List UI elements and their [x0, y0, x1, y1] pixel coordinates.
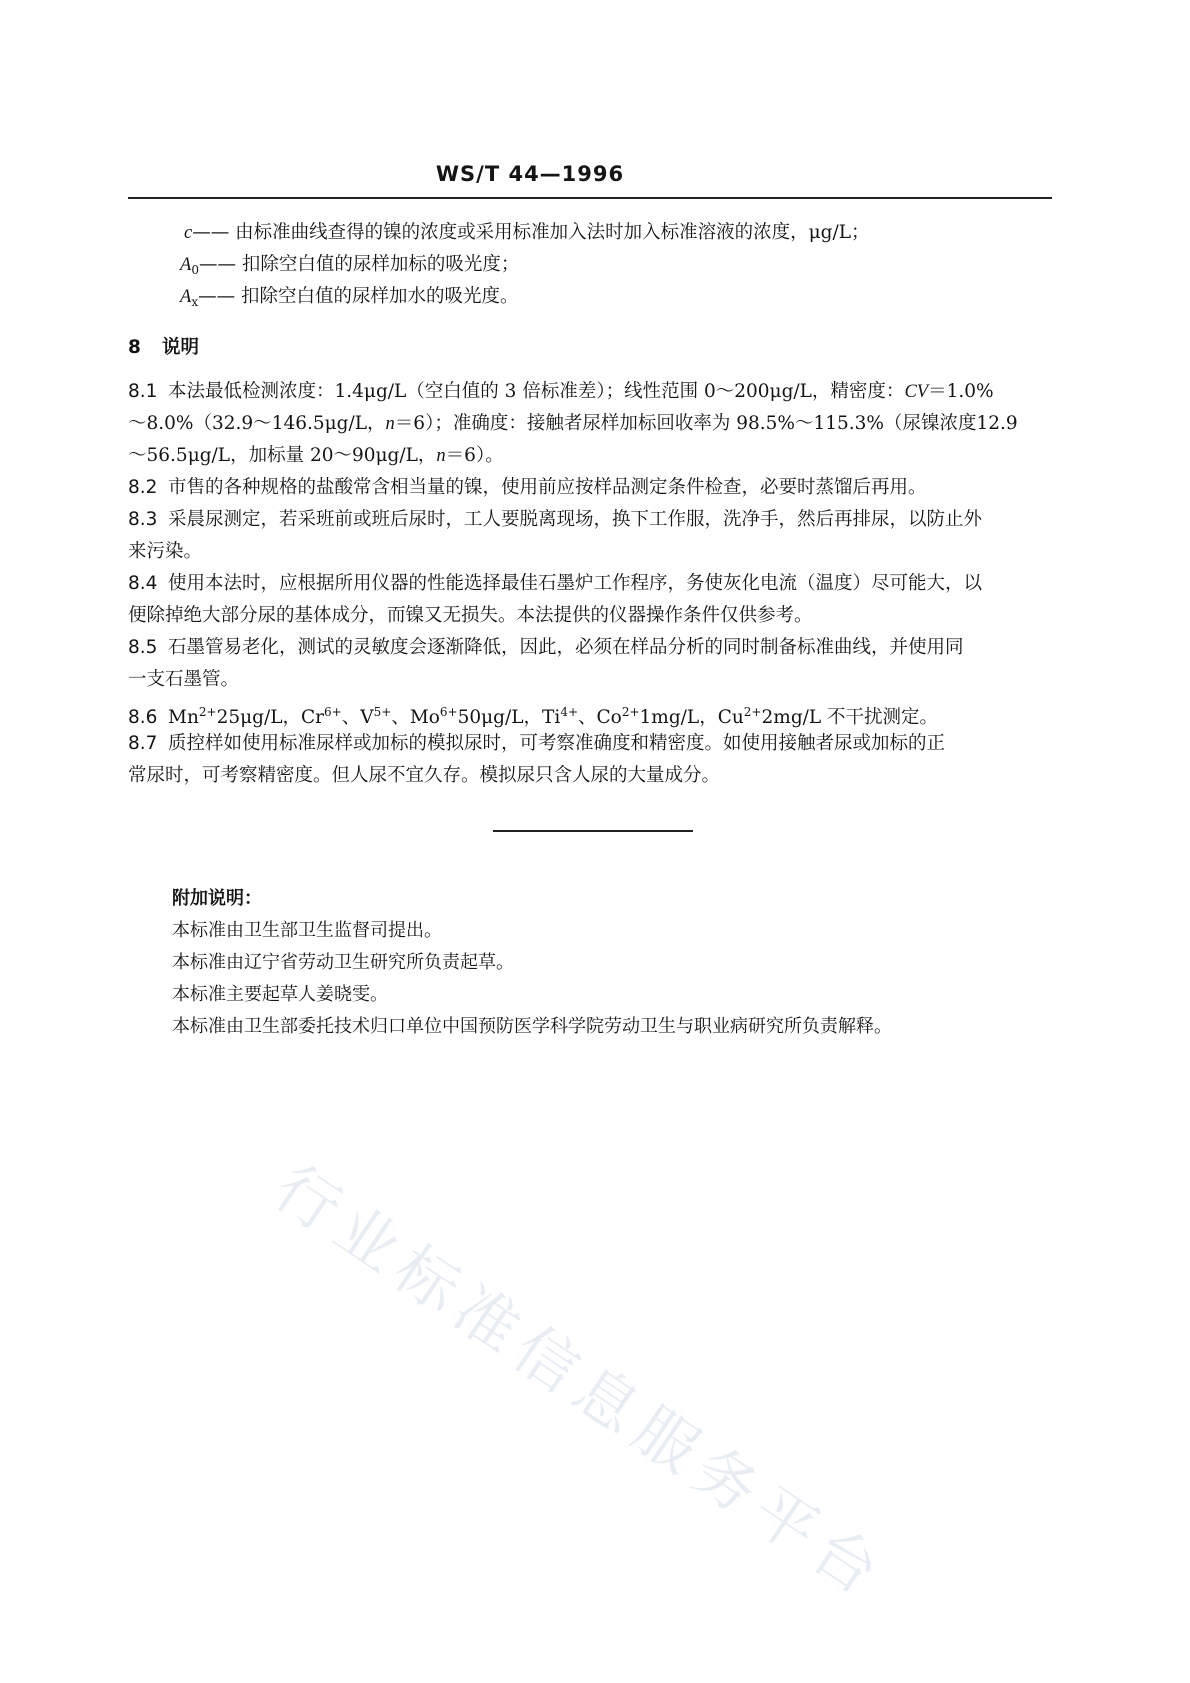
- definition-subscript: x: [191, 295, 199, 309]
- item-number: 8.6: [128, 707, 158, 728]
- item-8-3-line-2: 来污染。: [128, 541, 203, 562]
- ion-charge: 6+: [324, 705, 342, 719]
- item-8-4-line-2: 便除掉绝大部分尿的基体成分，而镍又无损失。本法提供的仪器操作条件仅供参考。: [128, 605, 813, 626]
- item-8-4-line-1: [128, 569, 982, 599]
- item-8-1-line-2: [128, 409, 1018, 439]
- item-text: 石墨管易老化，测试的灵敏度会逐渐降低，因此，必须在样品分析的同时制备标准曲线，并使用同: [168, 637, 964, 658]
- item-text: ＝1.0%: [928, 381, 994, 402]
- n-symbol: n: [436, 446, 446, 466]
- ion-mn: Mn: [168, 707, 199, 728]
- item-text: 质控样如使用标准尿样或加标的模拟尿时，可考察准确度和精密度。如使用接触者尿或加标的正: [168, 733, 946, 754]
- ion-charge: 4+: [560, 705, 579, 719]
- item-text: ～8.0%（32.9～146.5μg/L，: [128, 413, 386, 434]
- ion-charge: 2+: [743, 705, 762, 719]
- definition-text: —— 由标准曲线查得的镍的浓度或采用标准加入法时加入标准溶液的浓度，μg/L；: [192, 222, 870, 243]
- item-8-1-line-1: [128, 377, 994, 407]
- item-number: 8.7: [128, 733, 158, 754]
- item-text: 使用本法时，应根据所用仪器的性能选择最佳石墨炉工作程序，务使灰化电流（温度）尽可能大，以: [168, 573, 983, 594]
- definition-symbol: A: [180, 255, 192, 275]
- appendix-line: 本标准由辽宁省劳动卫生研究所负责起草。: [172, 952, 514, 973]
- definition-text: —— 扣除空白值的尿样加标的吸光度；: [198, 254, 520, 275]
- appendix-title: 附加说明：: [172, 888, 262, 909]
- item-text: ＝6）；准确度：接触者尿样加标回收率为 98.5%～115.3%（尿镍浓度12.9: [394, 413, 1018, 434]
- appendix-line: 本标准主要起草人姜晓雯。: [172, 984, 388, 1005]
- item-number: 8.4: [128, 573, 158, 594]
- ion-ti: Ti: [542, 707, 561, 728]
- ion-limit: 50μg/L，: [457, 707, 543, 728]
- ion-cr: Cr: [301, 707, 324, 728]
- ion-limit: 25μg/L，: [216, 707, 301, 728]
- header-rule: [128, 197, 1052, 199]
- item-text: ～56.5μg/L，加标量 20～90μg/L，: [128, 445, 437, 466]
- n-symbol: n: [385, 414, 395, 434]
- ion-limit: 2mg/L 不干扰测定。: [761, 707, 939, 728]
- section-title: 说明: [162, 337, 200, 358]
- item-number: 8.2: [128, 477, 158, 498]
- ion-v: V: [360, 707, 374, 728]
- item-number: 8.1: [128, 381, 158, 402]
- ion-limit: 1mg/L，: [639, 707, 718, 728]
- ion-mo: Mo: [409, 707, 440, 728]
- item-8-3-line-1: [128, 505, 982, 535]
- definition-text: —— 扣除空白值的尿样加水的吸光度。: [198, 286, 519, 307]
- item-number: 8.5: [128, 637, 158, 658]
- ion-charge: 5+: [373, 705, 392, 719]
- item-8-7-line-1: [128, 729, 945, 759]
- definition-c: [184, 218, 870, 248]
- item-8-6-line-1: [128, 697, 938, 733]
- separator: 、: [578, 707, 597, 728]
- item-8-7-line-2: 常尿时，可考察精密度。但人尿不宜久存。模拟尿只含人尿的大量成分。: [128, 765, 721, 786]
- item-8-5-line-2: 一支石墨管。: [128, 669, 240, 690]
- ion-co: Co: [596, 707, 622, 728]
- ion-charge: 6+: [439, 705, 458, 719]
- ion-cu: Cu: [717, 707, 744, 728]
- item-8-5-line-1: [128, 633, 964, 663]
- item-text: 采晨尿测定，若采班前或班后尿时，工人要脱离现场，换下工作服，洗净手，然后再排尿，以防止外: [168, 509, 983, 530]
- watermark: 行业标准信息服务平台: [261, 1150, 900, 1614]
- item-text: 市售的各种规格的盐酸常含相当量的镍，使用前应按样品测定条件检查，必要时蒸馏后再用。: [168, 477, 927, 498]
- ion-charge: 2+: [621, 705, 640, 719]
- definition-a0: [180, 250, 519, 285]
- item-text: ＝6）。: [445, 445, 504, 466]
- definition-symbol: c: [184, 223, 193, 243]
- definition-subscript: 0: [191, 263, 199, 277]
- definition-ax: [180, 282, 518, 317]
- appendix-line: 本标准由卫生部委托技术归口单位中国预防医学科学院劳动卫生与职业病研究所负责解释。: [172, 1016, 892, 1037]
- item-8-2-line-1: [128, 473, 927, 503]
- end-rule: [493, 830, 693, 832]
- definition-symbol: A: [180, 287, 192, 307]
- section-heading: [128, 333, 199, 363]
- item-8-1-line-3: [128, 441, 504, 471]
- section-number: 8: [128, 337, 141, 358]
- appendix-line: 本标准由卫生部卫生监督司提出。: [172, 920, 442, 941]
- standard-code-header: WS/T 44—1996: [435, 162, 625, 186]
- separator: 、: [341, 707, 361, 728]
- cv-symbol: CV: [904, 382, 929, 402]
- item-text: 本法最低检测浓度：1.4μg/L（空白值的 3 倍标准差）；线性范围 0～200μg/L，精密度：: [168, 381, 905, 402]
- item-number: 8.3: [128, 509, 158, 530]
- ion-charge: 2+: [198, 705, 217, 719]
- separator: 、: [391, 707, 410, 728]
